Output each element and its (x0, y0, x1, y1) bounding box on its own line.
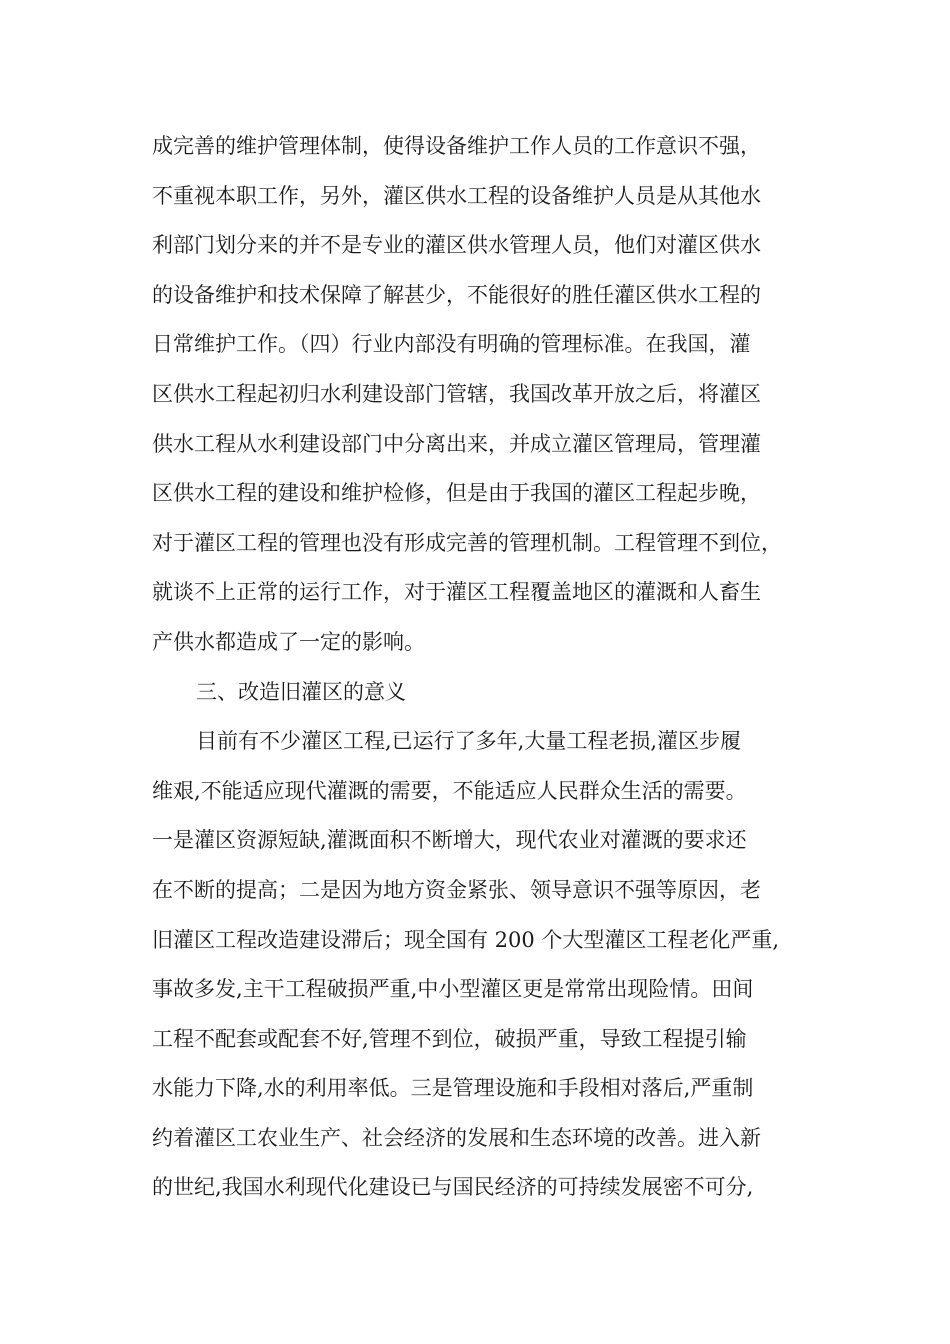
paragraph-line: 不重视本职工作，另外，灌区供水工程的设备维护人员是从其他水 (152, 183, 761, 208)
paragraph-line: 一是灌区资源短缺,灌溉面积不断增大，现代农业对灌溉的要求还 (152, 828, 747, 853)
document-body (152, 122, 820, 1213)
paragraph-line: 供水工程从水利建设部门中分离出来，并成立灌区管理局，管理灌 (152, 431, 761, 456)
paragraph-line: 区供水工程起初归水利建设部门管辖，我国改革开放之后，将灌区 (152, 381, 761, 406)
paragraph-line: 在不断的提高；二是因为地方资金紧张、领导意识不强等原因，老 (152, 877, 761, 902)
paragraph-line: 目前有不少灌区工程,已运行了多年,大量工程老损,灌区步履 (196, 729, 742, 754)
paragraph-line: 的设备维护和技术保障了解甚少，不能很好的胜任灌区供水工程的 (152, 282, 761, 307)
paragraph-line: 维艰,不能适应现代灌溉的需要，不能适应人民群众生活的需要。 (152, 778, 747, 803)
paragraph-line: 利部门划分来的并不是专业的灌区供水管理人员，他们对灌区供水 (152, 233, 761, 258)
paragraph-line: 产供水都造成了一定的影响。 (152, 629, 425, 654)
paragraph-line: 工程不配套或配套不好,管理不到位，破损严重，导致工程提引输 (152, 1026, 747, 1051)
paragraph-line: 区供水工程的建设和维护检修，但是由于我国的灌区工程起步晚， (152, 481, 761, 506)
paragraph-line: 对于灌区工程的管理也没有形成完善的管理机制。工程管理不到位， (152, 530, 782, 555)
paragraph-line: 约着灌区工农业生产、社会经济的发展和生态环境的改善。进入新 (152, 1125, 761, 1150)
paragraph-line: 事故多发,主干工程破损严重,中小型灌区更是常常出现险情。田间 (152, 977, 754, 1002)
paragraph-1 (152, 122, 820, 668)
paragraph-line: 旧灌区工程改造建设滞后；现全国有 200 个大型灌区工程老化严重, (152, 927, 780, 952)
paragraph-line: 日常维护工作。（四）行业内部没有明确的管理标准。在我国，灌 (152, 332, 751, 357)
paragraph-line: 水能力下降,水的利用率低。三是管理设施和手段相对落后,严重制 (152, 1076, 754, 1101)
section-heading: 三、改造旧灌区的意义 (196, 679, 406, 704)
paragraph-line: 成完善的维护管理体制，使得设备维护工作人员的工作意识不强， (152, 134, 761, 158)
paragraph-line: 的世纪,我国水利现代化建设已与国民经济的可持续发展密不可分, (152, 1175, 754, 1200)
paragraph-2 (152, 717, 820, 1213)
paragraph-line: 就谈不上正常的运行工作，对于灌区工程覆盖地区的灌溉和人畜生 (152, 580, 761, 605)
